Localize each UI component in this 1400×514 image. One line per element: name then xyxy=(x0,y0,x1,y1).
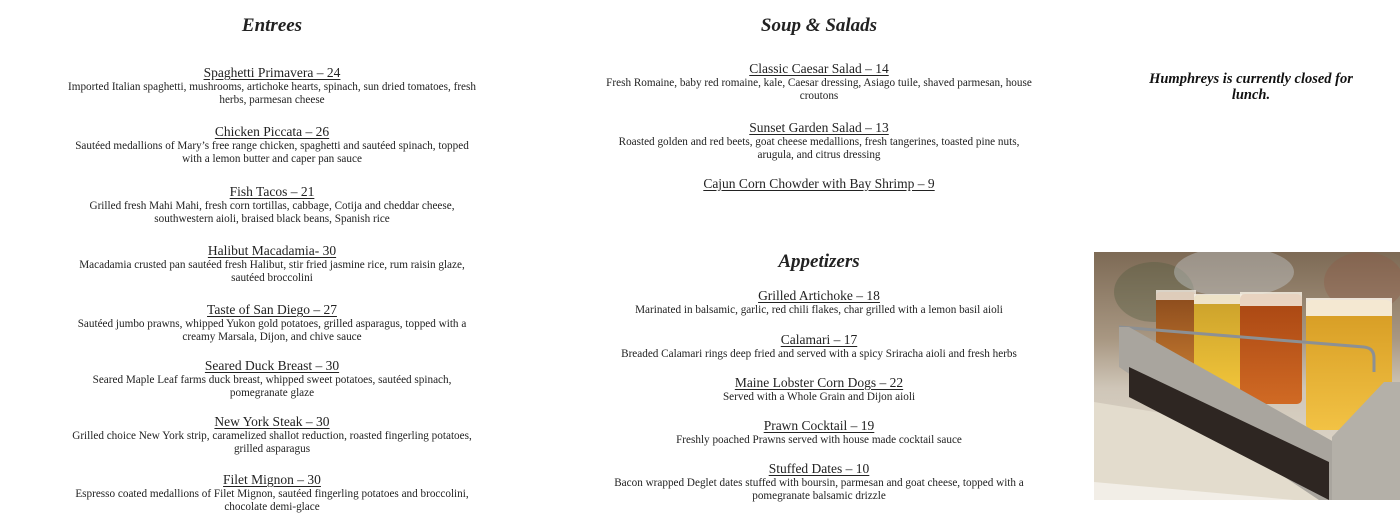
menu-item-description: Macadamia crusted pan sautéed fresh Halibut, stir fried jasmine rice, rum raisin glaze, sautéed broccolini xyxy=(79,259,465,284)
entrees-title: Entrees xyxy=(241,15,303,36)
menu-item-description: Marinated in balsamic, garlic, red chili flakes, char grilled with a lemon basil aioli xyxy=(635,304,1003,316)
closed-notice: Humphreys is currently closed for lunch. xyxy=(1149,71,1353,103)
menu-item xyxy=(604,58,1034,103)
entrees-section xyxy=(62,0,482,514)
beer-flight-photo xyxy=(1094,252,1400,500)
menu-item xyxy=(62,299,482,344)
menu-item-description: Imported Italian spaghetti, mushrooms, artichoke hearts, spinach, sun dried tomatoes, fresh herbs, parmesan cheese xyxy=(68,81,476,106)
menu-item-name: Fish Tacos – 21 xyxy=(229,184,315,199)
menu-item-name: Maine Lobster Corn Dogs – 22 xyxy=(734,375,904,390)
menu-item xyxy=(62,411,482,456)
menu-item xyxy=(62,240,482,285)
menu-item-description: Grilled choice New York strip, caramelized shallot reduction, roasted fingerling potatoes, grilled asparagus xyxy=(72,430,472,455)
menu-item xyxy=(62,62,482,107)
menu-item-name: Halibut Macadamia- 30 xyxy=(207,243,337,258)
menu-item-description: Roasted golden and red beets, goat cheese medallions, fresh tangerines, toasted pine nuts, arugula, and citrus dressing xyxy=(618,136,1020,161)
menu-item-name: Chicken Piccata – 26 xyxy=(214,124,330,139)
appetizers-title: Appetizers xyxy=(778,251,860,272)
menu-item xyxy=(604,372,1034,404)
menu-item xyxy=(604,285,1034,317)
menu-item-name: Stuffed Dates – 10 xyxy=(768,461,870,476)
menu-item-name: Seared Duck Breast – 30 xyxy=(204,358,340,373)
soup-salads-section xyxy=(604,0,1034,192)
menu-item-description: Grilled fresh Mahi Mahi, fresh corn tortillas, cabbage, Cotija and cheddar cheese, southwestern aioli, braised black beans, Spanish rice xyxy=(89,200,455,225)
menu-item-description: Bacon wrapped Deglet dates stuffed with boursin, parmesan and goat cheese, topped with a pomegranate balsamic drizzle xyxy=(614,477,1024,502)
menu-item xyxy=(604,173,1034,192)
menu-item xyxy=(62,121,482,166)
menu-item-description: Breaded Calamari rings deep fried and served with a spicy Sriracha aioli and fresh herbs xyxy=(621,348,1017,360)
menu-item-description: Sautéed jumbo prawns, whipped Yukon gold potatoes, grilled asparagus, topped with a creamy Marsala, Dijon, and chive sauce xyxy=(77,318,467,343)
beer-flight-image xyxy=(1094,252,1400,500)
menu-item xyxy=(62,181,482,226)
menu-item-description: Seared Maple Leaf farms duck breast, whipped sweet potatoes, sautéed spinach, pomegranate glaze xyxy=(92,374,452,399)
menu-item xyxy=(604,329,1034,361)
menu-item-name: Prawn Cocktail – 19 xyxy=(763,418,875,433)
menu-item-description: Sautéed medallions of Mary’s free range chicken, spaghetti and sautéed spinach, topped with a lemon butter and caper pan sauce xyxy=(75,140,469,165)
menu-item xyxy=(62,355,482,400)
menu-item xyxy=(604,415,1034,447)
soup-salads-title: Soup & Salads xyxy=(760,15,878,36)
menu-item-name: Spaghetti Primavera – 24 xyxy=(203,65,341,80)
menu-item-description: Freshly poached Prawns served with house made cocktail sauce xyxy=(676,434,962,446)
menu-item-name: Taste of San Diego – 27 xyxy=(207,302,337,317)
menu-item xyxy=(604,117,1034,162)
menu-item-name: New York Steak – 30 xyxy=(214,414,330,429)
menu-item-description: Espresso coated medallions of Filet Mignon, sautéed fingerling potatoes and broccolini, chocolate demi-glace xyxy=(75,488,469,513)
menu-item-description: Fresh Romaine, baby red romaine, kale, Caesar dressing, Asiago tuile, shaved parmesan, house croutons xyxy=(606,77,1032,102)
menu-item-name: Classic Caesar Salad – 14 xyxy=(749,61,889,76)
menu-item-name: Cajun Corn Chowder with Bay Shrimp – 9 xyxy=(703,176,935,191)
menu-item-name: Sunset Garden Salad – 13 xyxy=(749,120,889,135)
menu-item-name: Filet Mignon – 30 xyxy=(223,472,321,487)
menu-item xyxy=(604,458,1034,503)
appetizers-section xyxy=(604,250,1034,503)
menu-item-description: Served with a Whole Grain and Dijon aioli xyxy=(722,391,916,403)
menu-item xyxy=(62,469,482,514)
menu-item-name: Grilled Artichoke – 18 xyxy=(758,288,880,303)
menu-item-name: Calamari – 17 xyxy=(780,332,858,347)
